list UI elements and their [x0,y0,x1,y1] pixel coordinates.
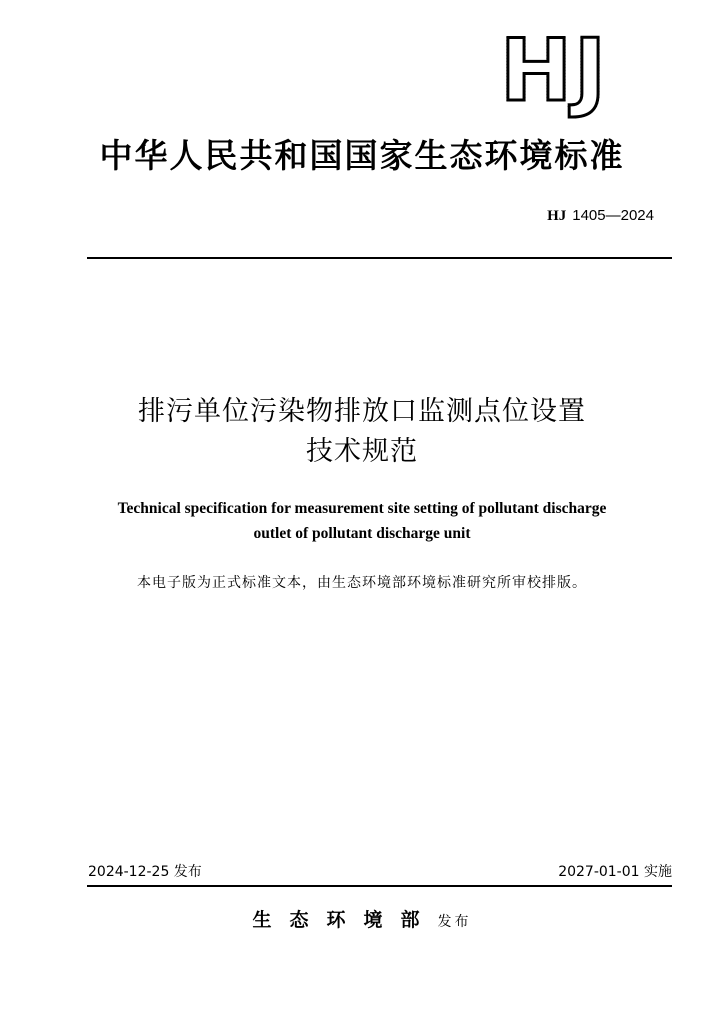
title-chinese-line1: 排污单位污染物排放口监测点位设置 [138,396,586,427]
electronic-version-note: 本电子版为正式标准文本，由生态环境部环境标准研究所审校排版。 [137,575,587,591]
bottom-divider [87,885,672,887]
publisher-suffix: 发布 [437,914,472,930]
release-date: 2024-12-25 发布 [88,864,202,880]
title-chinese [0,392,724,472]
hj-logo: HJ [500,34,630,108]
title-chinese-line2: 技术规范 [306,436,418,467]
standard-code-prefix: HJ [547,208,567,224]
standard-code-number: 1405—2024 [572,207,654,224]
title-english-line1: Technical specification for measurement site setting of pollutant discharge [117,500,607,517]
standard-code [547,206,654,226]
publisher-org: 生态环境部 [252,909,438,931]
title-english-line2: outlet of pollutant discharge unit [253,525,471,542]
implementation-date: 2027-01-01 实施 [558,864,672,880]
title-english [0,496,724,546]
publisher [0,906,724,936]
issuer-title: 中华人民共和国国家生态环境标准 [99,136,625,175]
top-divider [87,257,672,259]
